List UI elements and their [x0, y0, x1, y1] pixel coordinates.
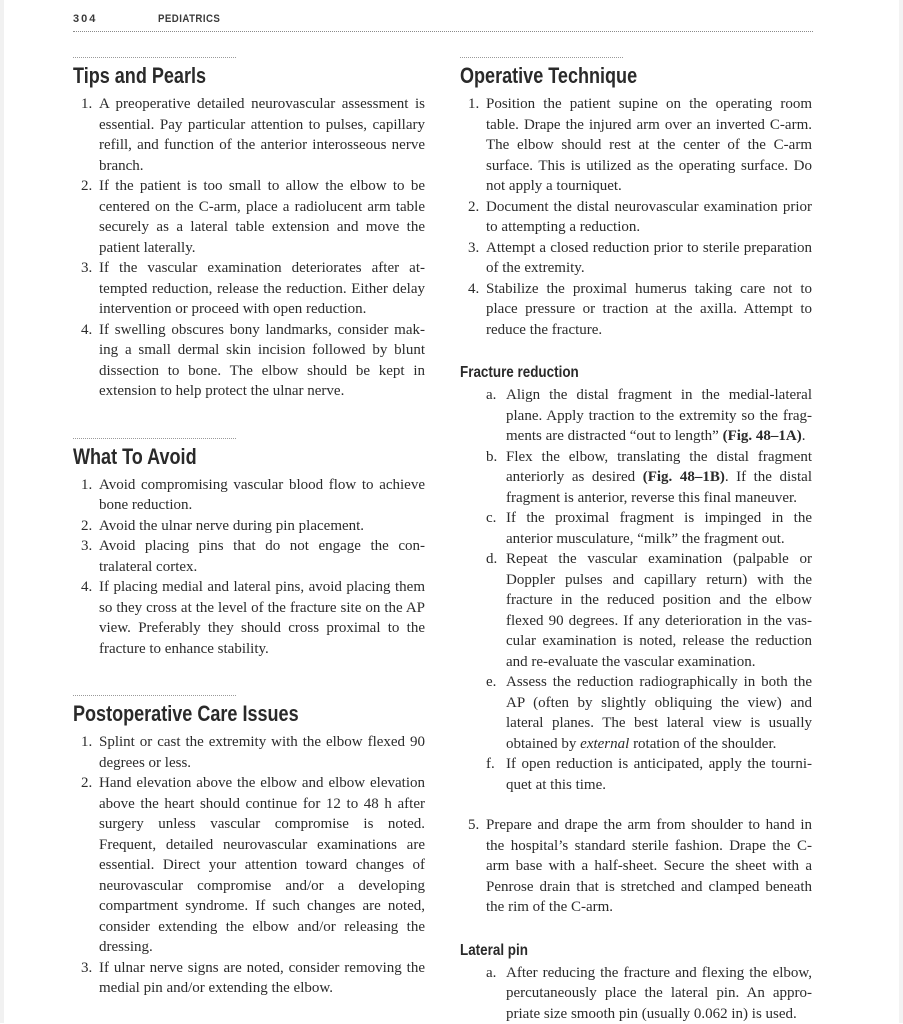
avoid-list [73, 475, 425, 660]
item-text: Repeat the vascular examination (palpable or Doppler pulses and capillary return) with the fracture in the reduced position and the elbow flexed 90 degrees. If any deterioration in the vascular examination is noted, release the reduction and re-evaluate the vascular examination. [506, 551, 812, 670]
list-item [460, 238, 812, 279]
item-number: 5. [468, 815, 479, 836]
item-number: 2. [81, 176, 92, 197]
lateral-pin-list [460, 963, 812, 1024]
list-item [73, 516, 425, 537]
item-text: rotation of the shoulder. [629, 736, 776, 752]
list-item [460, 815, 812, 918]
figure-reference: (Fig. 48–1A) [723, 428, 802, 444]
item-number: a. [486, 963, 496, 984]
item-text: Avoid placing pins that do not engage the contralateral cortex. [99, 538, 425, 575]
running-header [73, 11, 813, 33]
list-item [73, 258, 425, 320]
emphasis-text: external [580, 736, 629, 752]
page-number: 304 [73, 13, 97, 25]
item-text: Flex the elbow, translating the distal fragment anteriorly as desired [506, 449, 812, 486]
technique-list-continued [460, 815, 812, 918]
item-number: 4. [81, 320, 92, 341]
figure-reference: (Fig. 48–1B) [643, 469, 725, 485]
item-text: If placing medial and lateral pins, avoid placing them so they cross at the level of the fracture site on the AP view. Preferably they should cross proximal to the fracture to enhance stability. [99, 579, 425, 657]
item-text: . [802, 428, 806, 444]
item-number: b. [486, 447, 497, 468]
item-text: If open reduction is anticipated, apply the tourniquet at this time. [506, 756, 812, 793]
item-number: a. [486, 385, 496, 406]
item-text: Position the patient supine on the operating room table. Drape the injured arm over an inverted C-arm. The elbow should rest at the center of the C-arm surface. This is utilized as the operating surface. Do not apply a tourniquet. [486, 96, 812, 194]
item-number: 4. [468, 279, 479, 300]
what-to-avoid-section [73, 438, 425, 660]
item-text: If the patient is too small to allow the elbow to be centered on the C-arm, place a radiolucent arm table securely as a lateral table extension and move the patient laterally. [99, 178, 425, 256]
section-heading: What To Avoid [73, 444, 362, 470]
item-number: d. [486, 549, 497, 570]
list-item [460, 447, 812, 509]
list-item [460, 197, 812, 238]
list-item [73, 475, 425, 516]
item-number: 2. [81, 516, 92, 537]
item-text: Splint or cast the extremity with the elbow flexed 90 degrees or less. [99, 734, 425, 771]
chapter-section-title: PEDIATRICS [158, 13, 220, 25]
item-number: 1. [468, 94, 479, 115]
list-item [460, 963, 812, 1024]
postop-list [73, 732, 425, 999]
item-text: Avoid the ulnar nerve during pin placement. [99, 518, 364, 534]
list-item [73, 94, 425, 176]
list-item [73, 536, 425, 577]
list-item [460, 672, 812, 754]
item-text: Assess the reduction radiographically in both the AP (often by slightly obliquing the view) and lateral planes. The best lateral view is usually obtained by [506, 674, 812, 752]
item-text: Stabilize the proximal humerus taking care not to place pressure or traction at the axilla. Attempt to reduce the fracture. [486, 281, 812, 338]
item-number: e. [486, 672, 496, 693]
section-divider [73, 438, 236, 439]
item-text: Avoid compromising vascular blood flow to achieve bone reduction. [99, 477, 425, 514]
list-item [460, 385, 812, 447]
item-number: 2. [468, 197, 479, 218]
item-text: Prepare and drape the arm from shoulder to hand in the hospital’s standard sterile fashion. Drape the C-arm base with a half-sheet. Secure the sheet with a Penrose drain that is stretched and clamped beneath the rim of the C-arm. [486, 817, 812, 915]
subsection-heading: Fracture reduction [460, 363, 756, 383]
section-heading: Tips and Pearls [73, 63, 362, 89]
tips-and-pearls-section [73, 57, 425, 402]
section-divider [73, 695, 236, 696]
item-number: 3. [81, 258, 92, 279]
section-heading: Operative Technique [460, 63, 749, 89]
list-item [73, 958, 425, 999]
section-heading: Postoperative Care Issues [73, 701, 362, 727]
item-text: If ulnar nerve signs are noted, consider removing the medial pin and/or extending the elbow. [99, 960, 425, 997]
item-number: 4. [81, 577, 92, 598]
header-divider [73, 31, 813, 32]
item-text: A preoperative detailed neurovascular assessment is essential. Pay particular attention to pulses, capillary refill, and function of the anterior interosseous nerve branch. [99, 96, 425, 174]
item-text: Hand elevation above the elbow and elbow elevation above the heart should continue for 12 to 48 h after surgery unless vascular compromise is noted. Frequent, detailed neurovascular examinations are essential. Direct your attention toward changes of neurovascular compromise and/or a developing compartment syndrome. If such changes are noted, consider extending the elbow and/or releasing the dressing. [99, 775, 425, 955]
list-item [460, 279, 812, 341]
list-item [73, 320, 425, 402]
list-item [73, 577, 425, 659]
list-item [460, 94, 812, 197]
item-number: 3. [81, 958, 92, 979]
list-item [460, 549, 812, 672]
item-text: Align the distal fragment in the medial-lateral plane. Apply traction to the extremity so the fragments are distracted “out to length” [506, 387, 812, 444]
item-number: 2. [81, 773, 92, 794]
fracture-reduction-list [460, 385, 812, 795]
item-text: If the proximal fragment is impinged in the anterior musculature, “milk” the fragment out. [506, 510, 812, 547]
section-divider [460, 57, 623, 58]
item-text: After reducing the fracture and flexing the elbow, percutaneously place the lateral pin. An appropriate size smooth pin (usually 0.062 in) is used. [506, 965, 812, 1022]
page-edge-right [899, 0, 903, 1023]
item-number: 1. [81, 94, 92, 115]
list-item [73, 732, 425, 773]
list-item [73, 773, 425, 958]
technique-list [460, 94, 812, 340]
list-item [460, 754, 812, 795]
item-number: f. [486, 754, 495, 775]
item-text: If swelling obscures bony landmarks, consider making a small dermal skin incision followed by blunt dissection to bone. The elbow should be kept in extension to help protect the ulnar nerve. [99, 322, 425, 400]
item-text: Attempt a closed reduction prior to sterile preparation of the extremity. [486, 240, 812, 277]
item-number: 1. [81, 732, 92, 753]
tips-list [73, 94, 425, 402]
item-text: . If the distal fragment is anterior, reverse this final maneuver. [506, 469, 812, 506]
postoperative-care-section [73, 695, 425, 999]
subsection-heading: Lateral pin [460, 941, 756, 961]
item-text: Document the distal neurovascular examination prior to attempting a reduction. [486, 199, 812, 236]
operative-technique-section [460, 57, 812, 1024]
list-item [73, 176, 425, 258]
item-text: If the vascular examination deteriorates after attempted reduction, release the reduction. Either delay intervention or proceed with open reduction. [99, 260, 425, 317]
item-number: 3. [81, 536, 92, 557]
item-number: 1. [81, 475, 92, 496]
item-number: 3. [468, 238, 479, 259]
item-number: c. [486, 508, 496, 529]
list-item [460, 508, 812, 549]
page-edge-left [0, 0, 4, 1023]
right-column [460, 57, 812, 1024]
left-column [73, 57, 425, 999]
section-divider [73, 57, 236, 58]
